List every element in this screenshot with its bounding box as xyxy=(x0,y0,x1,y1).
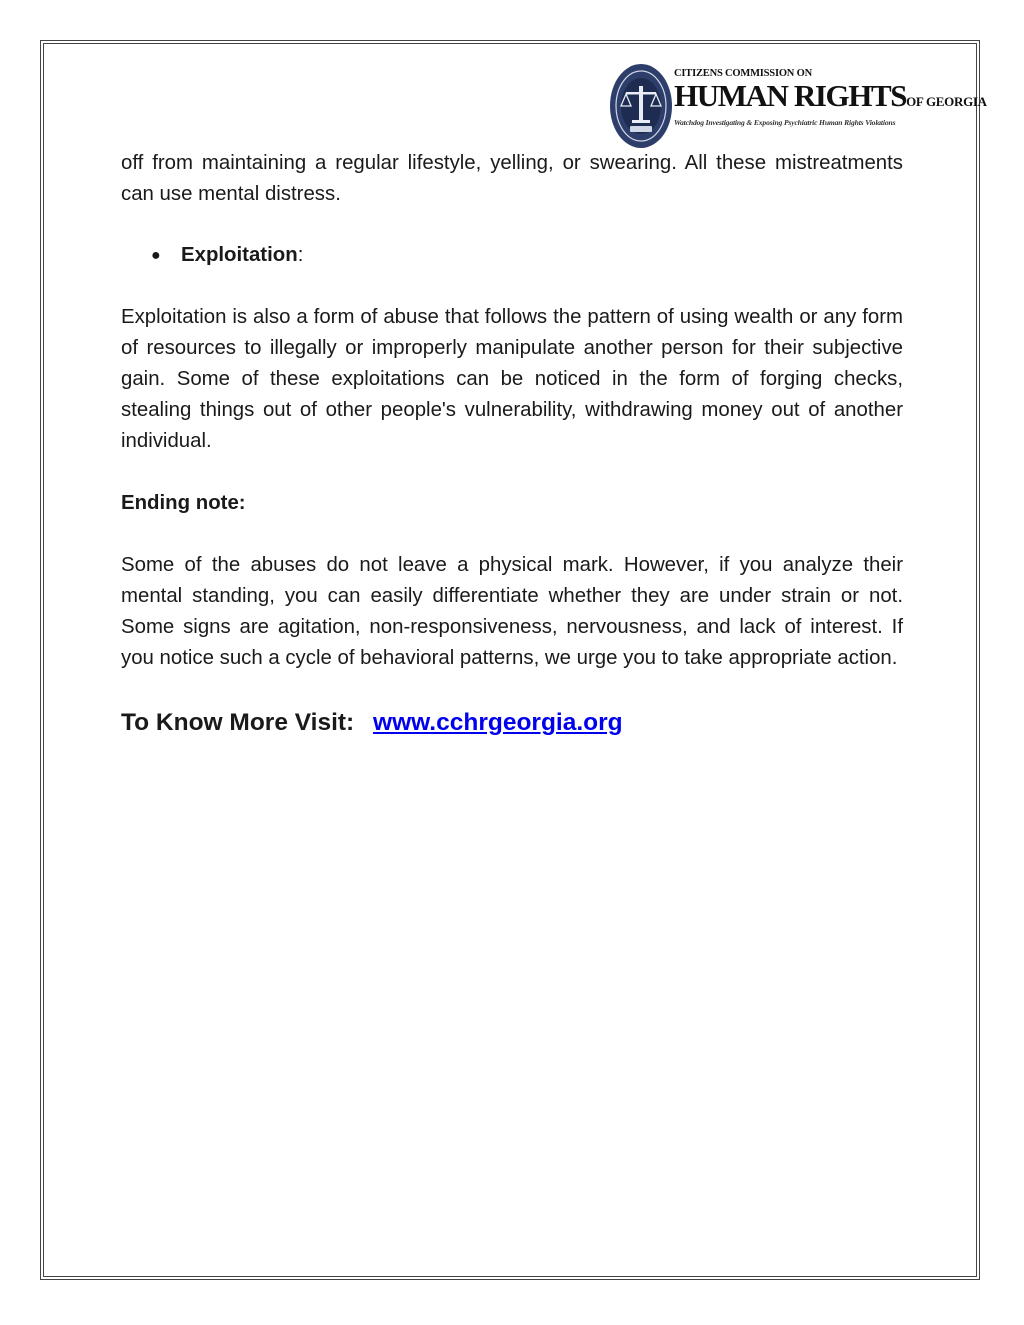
website-link[interactable]: www.cchrgeorgia.org xyxy=(373,709,623,736)
bullet-label: Exploitation xyxy=(181,244,298,266)
bullet-exploitation xyxy=(121,240,903,271)
ending-note-heading: Ending note: xyxy=(121,492,246,514)
logo-org-name: HUMAN RIGHTS xyxy=(674,78,907,113)
paragraph-ending-note: Some of the abuses do not leave a physical mark. However, if you analyze their mental standing, you can easily differentiate whether they are under strain or not. Some signs are agitation, non-responsiveness, nervousness, and lack of interest. If you notice such a cycle of behavioral patterns, we urge you to take appropriate action. xyxy=(121,554,903,669)
bullet-suffix: : xyxy=(297,244,304,266)
paragraph-lifestyle: off from maintaining a regular lifestyle, yelling, or swearing. All these mistreatments can use mental distress. xyxy=(121,152,903,205)
visit-label: To Know More Visit: xyxy=(121,709,355,736)
paragraph-exploitation: Exploitation is also a form of abuse that follows the pattern of using wealth or any form of resources to illegally or improperly manipulate another person for their subjective gain. Some of these exploitations can be noticed in the form of forging checks, stealing things out of other people's vulnerability, withdrawing money out of another individual. xyxy=(121,306,903,452)
logo-org-main xyxy=(674,78,987,118)
cchr-logo xyxy=(608,62,987,152)
logo-org-line1: CITIZENS COMMISSION ON xyxy=(674,68,812,79)
cchr-seal-icon xyxy=(608,62,674,150)
bullet-dot-icon: ● xyxy=(151,247,161,264)
logo-tagline: Watchdog Investigating & Exposing Psychiatric Human Rights Violations xyxy=(674,118,896,127)
logo-org-suffix: OF GEORGIA xyxy=(906,94,987,109)
document-body xyxy=(121,148,903,741)
visit-callout xyxy=(121,705,903,741)
